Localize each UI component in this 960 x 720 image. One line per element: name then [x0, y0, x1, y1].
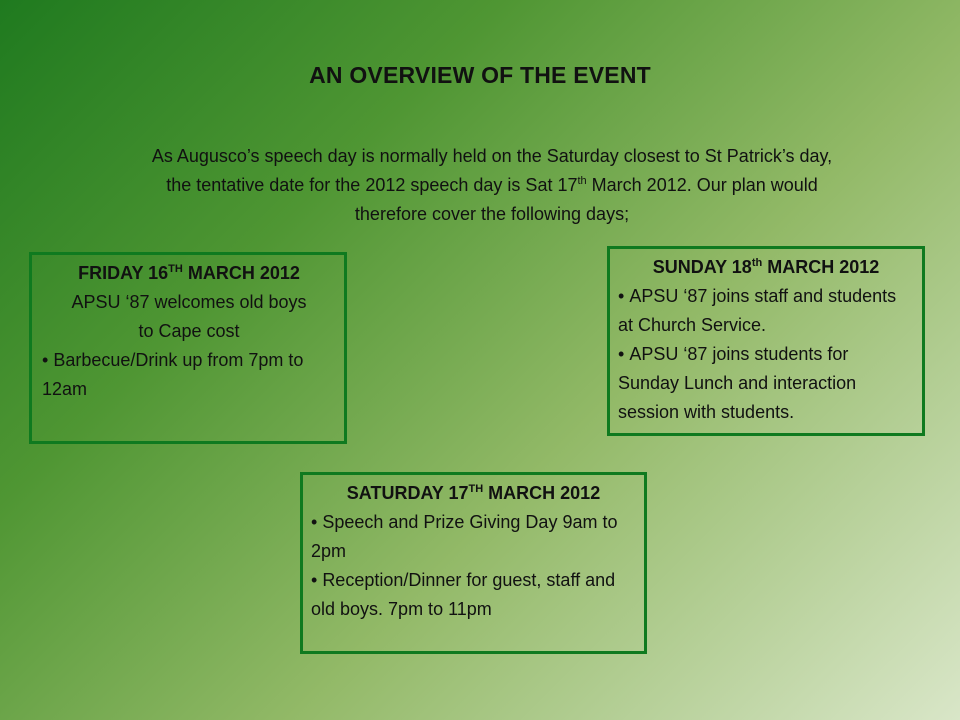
friday-line-2: to Cape cost — [138, 321, 240, 341]
intro-date-suffix: th — [577, 175, 587, 187]
friday-heading — [42, 259, 336, 288]
intro-line-1: As Augusco’s speech day is normally held on the Saturday closest to St Patrick’s day, — [151, 146, 833, 166]
sunday-box — [607, 246, 925, 436]
friday-bullet-1: • Barbecue/Drink up from 7pm to 12am — [42, 346, 336, 404]
saturday-box — [300, 472, 647, 654]
saturday-heading-start: SATURDAY 17 — [346, 483, 469, 503]
saturday-heading-suffix: TH — [468, 483, 484, 495]
friday-heading-start: FRIDAY 16 — [78, 263, 169, 283]
sunday-bullet-1: • APSU ‘87 joins staff and students at Church Service. — [618, 282, 914, 340]
intro-line-2-end: March 2012. Our plan would — [586, 175, 818, 195]
sunday-heading — [618, 253, 914, 282]
friday-heading-end: MARCH 2012 — [182, 263, 300, 283]
friday-line-1: APSU ‘87 welcomes old boys — [71, 292, 307, 312]
intro-line-3: therefore cover the following days; — [354, 204, 630, 224]
sunday-heading-suffix: th — [751, 257, 763, 269]
intro-paragraph — [72, 142, 912, 229]
sunday-heading-start: SUNDAY 18 — [652, 257, 752, 277]
saturday-bullet-1: • Speech and Prize Giving Day 9am to 2pm — [311, 508, 636, 566]
intro-line-2-start: the tentative date for the 2012 speech day is Sat 17 — [166, 175, 578, 195]
saturday-heading-end: MARCH 2012 — [483, 483, 601, 503]
saturday-bullet-2: • Reception/Dinner for guest, staff and old boys. 7pm to 11pm — [311, 566, 636, 624]
intro-line-2 — [72, 171, 912, 200]
friday-heading-suffix: TH — [168, 263, 183, 275]
saturday-heading — [311, 479, 636, 508]
sunday-heading-end: MARCH 2012 — [762, 257, 880, 277]
sunday-bullet-2: • APSU ‘87 joins students for Sunday Lunch and interaction session with students. — [618, 340, 914, 427]
friday-box — [29, 252, 347, 444]
slide-title: AN OVERVIEW OF THE EVENT — [309, 62, 651, 88]
